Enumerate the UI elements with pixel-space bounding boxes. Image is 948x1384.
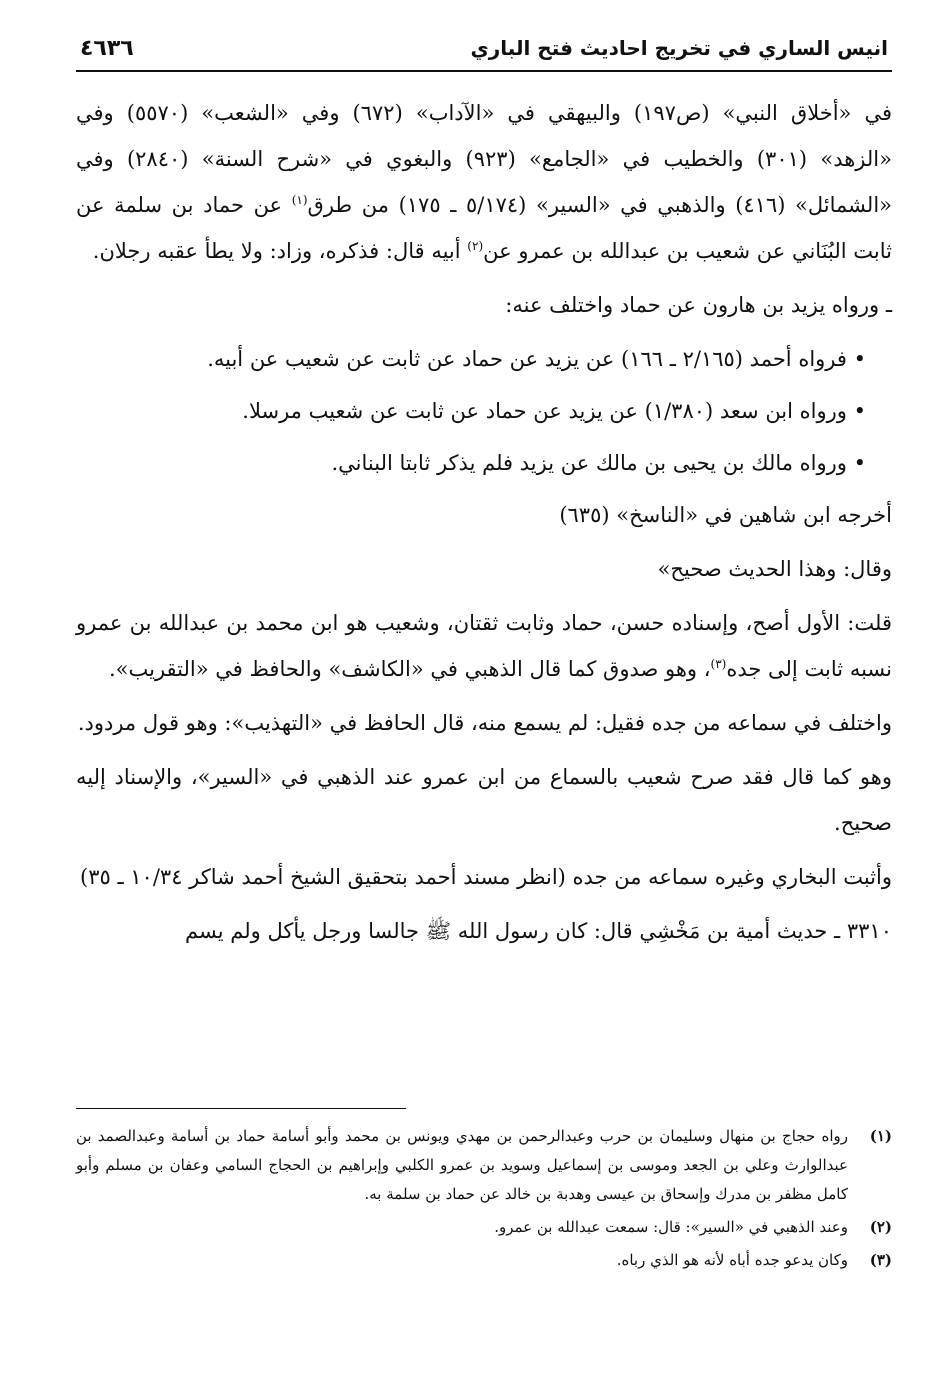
bullet-item: • ورواه مالك بن يحيى بن مالك عن يزيد فلم يذكر ثابتا البناني. [331,451,866,475]
footnote-marker: (١) [291,193,308,207]
paragraph [76,90,892,274]
running-header [76,36,892,72]
footnote-text: وعند الذهبي في «السير»: قال: سمعت عبدالله بن عمرو. [494,1218,848,1236]
paragraph: واختلف في سماعه من جده فقيل: لم يسمع منه، قال الحافظ في «التهذيب»: وهو قول مردود. [77,711,892,735]
footnotes [76,1122,892,1279]
paragraph-text: قلت: الأول أصح، وإسناده حسن، حماد وثابت ثقتان، وشعيب هو ابن محمد بن عبدالله بن عمرو نسبه ثابت إلى جده [76,611,892,681]
paragraph-text: في «أخلاق النبي» (ص١٩٧) والبيهقي في «الآداب» (٦٧٢) وفي «الشعب» (٥٥٧٠) وفي «الزهد» (٣٠١) والخطيب في «الجامع» (٩٢٣) والبغوي في «شرح السنة» (٢٨٤٠) وفي «الشمائل» (٤١٦) والذهبي في «السير» (٥/١٧٤ ـ ١٧٥) من طرق [76,101,892,217]
footnote-number: (١) [869,1127,892,1145]
footnote-number: (٢) [869,1218,892,1236]
footnote-text: رواه حجاج بن منهال وسليمان بن حرب وعبدالرحمن بن مهدي ويونس بن محمد وأبو أسامة حماد بن أسامة وعبدالصمد بن عبدالوارث وعلي بن الجعد وموسى بن إسماعيل وسويد بن عمرو الكلبي وإبراهيم بن الحجاج السامي وعفان بن مسلم وأبو كامل مظفر بن مدرك وإسحاق بن عيسى وهدبة بن خالد عن حماد بن سلمة به. [76,1127,848,1203]
footnote [76,1246,892,1275]
bullet-item: • ورواه ابن سعد (١/٣٨٠) عن يزيد عن حماد عن ثابت عن شعيب مرسلا. [242,399,866,423]
main-text [76,90,892,954]
footnote-marker: (٢) [467,239,484,253]
paragraph-text: أبيه قال: فذكره، وزاد: ولا يطأ عقبه رجلان. [92,239,468,263]
paragraph [76,600,892,692]
paragraph-text: عن حماد بن سلمة عن ثابت البُنَاني عن شعيب بن عبدالله بن عمرو عن [76,193,892,263]
book-title: انيس الساري في تخريج احاديث فتح الباري [470,36,888,60]
footnote-marker: (٣) [710,657,727,671]
paragraph: وهو كما قال فقد صرح شعيب بالسماع من ابن عمرو عند الذهبي في «السير»، والإسناد إليه صحيح. [76,765,892,835]
hadith-entry: ٣٣١٠ ـ حديث أمية بن مَخْشِي قال: كان رسول الله ﷺ جالسا ورجل يأكل ولم يسم [185,919,892,943]
paragraph: ـ ورواه يزيد بن هارون عن حماد واختلف عنه: [505,293,892,317]
footnote-text: وكان يدعو جده أباه لأنه هو الذي رباه. [616,1251,848,1269]
bullet-item: • فرواه أحمد (٢/١٦٥ ـ ١٦٦) عن يزيد عن حماد عن ثابت عن شعيب عن أبيه. [207,347,866,371]
paragraph: أخرجه ابن شاهين في «الناسخ» (٦٣٥) [559,503,892,527]
footnote-divider [76,1108,406,1109]
footnote-number: (٣) [869,1251,892,1269]
footnote [76,1122,892,1209]
book-page [76,36,892,1366]
paragraph-text: ، وهو صدوق كما قال الذهبي في «الكاشف» والحافظ في «التقريب». [108,657,711,681]
page-number: ٤٦٣٦ [80,36,134,61]
paragraph: وأثبت البخاري وغيره سماعه من جده (انظر مسند أحمد بتحقيق الشيخ أحمد شاكر ١٠/٣٤ ـ ٣٥) [80,865,892,889]
paragraph: وقال: وهذا الحديث صحيح» [657,557,892,581]
footnote [76,1213,892,1242]
